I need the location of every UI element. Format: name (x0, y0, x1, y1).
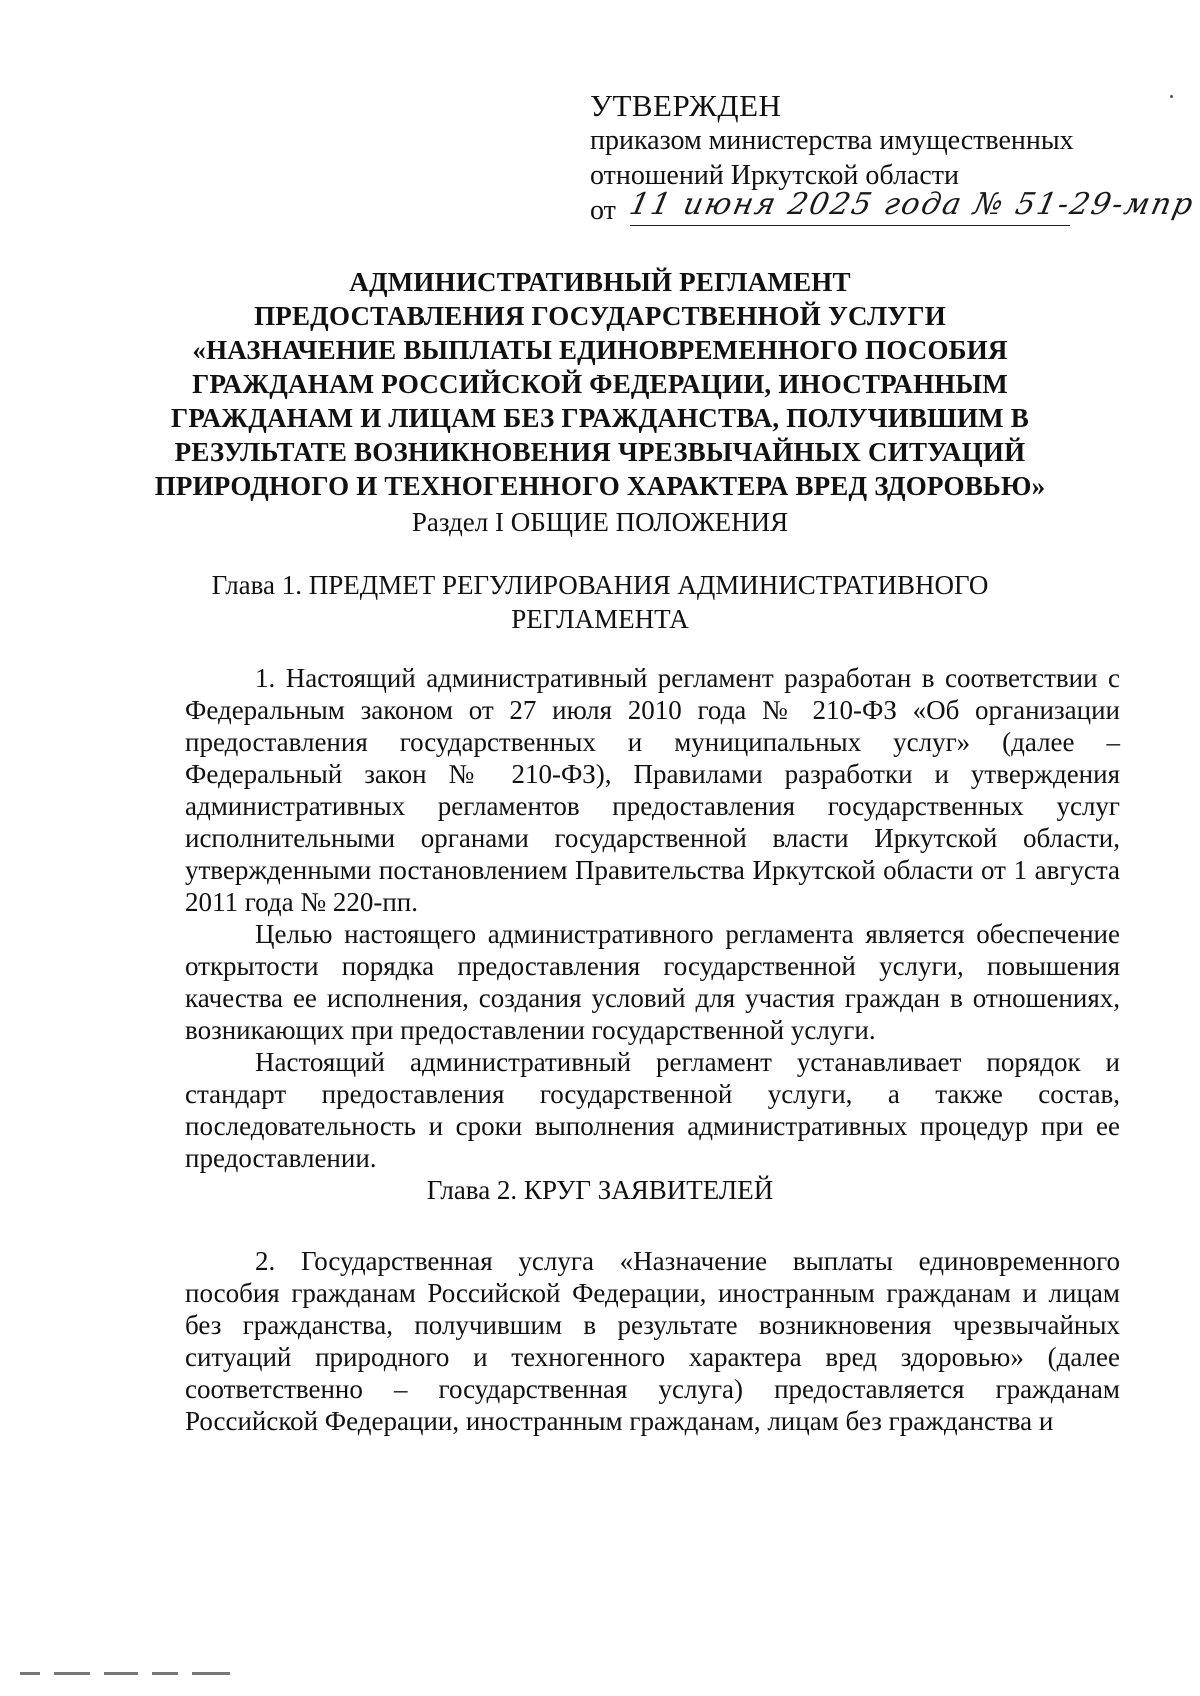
date-prefix: от (590, 195, 616, 226)
handwritten-date-text: 11 июня 2025 года № 51-29-мпр (626, 187, 1198, 222)
paragraph: Настоящий административный регламент устанавливает порядок и стандарт предоставления государственной услуги, а также состав, последовательность и сроки выполнения административных процедур при ее предоставлении. (185, 1047, 1120, 1173)
section-heading: Раздел I ОБЩИЕ ПОЛОЖЕНИЯ (411, 507, 789, 537)
chapter-1-body (185, 662, 1120, 1174)
paragraph: Целью настоящего административного регламента является обеспечение открытости порядка предоставления государственной услуги, повышения качества ее исполнения, создания условий для участия граждан в отношениях, возникающих при предоставлении государственной услуги. (185, 919, 1120, 1045)
paragraph: 1. Настоящий административный регламент разработан в соответствии с Федеральным законом от 27 июля 2010 года № 210-ФЗ «Об организации предоставления государственных и муниципальных услуг» (далее – Федеральный закон № 210-ФЗ), Правилами разработки и утверждения административных регламентов предоставления государственных услуг исполнительными органами государственной власти Иркутской области, утвержденными постановлением Правительства Иркутской области от 1 августа 2011 года № 220-пп. (185, 663, 1120, 917)
approval-heading: УТВЕРЖДЕН (590, 88, 782, 123)
scan-footer-marks (20, 1672, 250, 1676)
document-title (150, 265, 1050, 503)
date-underline (630, 225, 1070, 226)
title-line: ПРЕДОСТАВЛЕНИЯ ГОСУДАРСТВЕННОЙ УСЛУГИ (254, 301, 946, 331)
title-line: АДМИНИСТРАТИВНЫЙ РЕГЛАМЕНТ (349, 267, 851, 297)
handwritten-date (626, 187, 1198, 247)
chapter-1-heading-line-1: Глава 1. ПРЕДМЕТ РЕГУЛИРОВАНИЯ АДМИНИСТРАТИВНОГО (211, 570, 989, 600)
approval-date-row (590, 187, 1198, 235)
title-line: РЕЗУЛЬТАТЕ ВОЗНИКНОВЕНИЯ ЧРЕЗВЫЧАЙНЫХ СИТУАЦИЙ (174, 437, 1026, 467)
title-line: ГРАЖДАНАМ РОССИЙСКОЙ ФЕДЕРАЦИИ, ИНОСТРАННЫМ (192, 369, 1008, 399)
title-line: ГРАЖДАНАМ И ЛИЦАМ БЕЗ ГРАЖДАНСТВА, ПОЛУЧИВШИМ В (170, 403, 1030, 433)
approval-line-2: отношений Иркутской области (590, 160, 959, 191)
title-line: «НАЗНАЧЕНИЕ ВЫПЛАТЫ ЕДИНОВРЕМЕННОГО ПОСОБИЯ (192, 335, 1008, 365)
chapter-2-body (185, 1245, 1120, 1437)
chapter-2-heading: Глава 2. КРУГ ЗАЯВИТЕЛЕЙ (426, 1175, 774, 1205)
approval-line-1: приказом министерства имущественных (590, 125, 1074, 156)
title-line: ПРИРОДНОГО И ТЕХНОГЕННОГО ХАРАКТЕРА ВРЕД ЗДОРОВЬЮ» (154, 471, 1046, 501)
chapter-1-heading-line-2: РЕГЛАМЕНТА (511, 604, 689, 634)
approval-block (590, 88, 1198, 235)
paragraph: 2. Государственная услуга «Назначение выплаты единовременного пособия гражданам Российской Федерации, иностранным гражданам и лицам без гражданства, получившим в результате возникновения чрезвычайных ситуаций природного и техногенного характера вред здоровью» (далее соответственно – государственная услуга) предоставляется гражданам Российской Федерации, иностранным гражданам, лицам без гражданства и (185, 1246, 1120, 1436)
chapter-1-heading (150, 568, 1050, 636)
